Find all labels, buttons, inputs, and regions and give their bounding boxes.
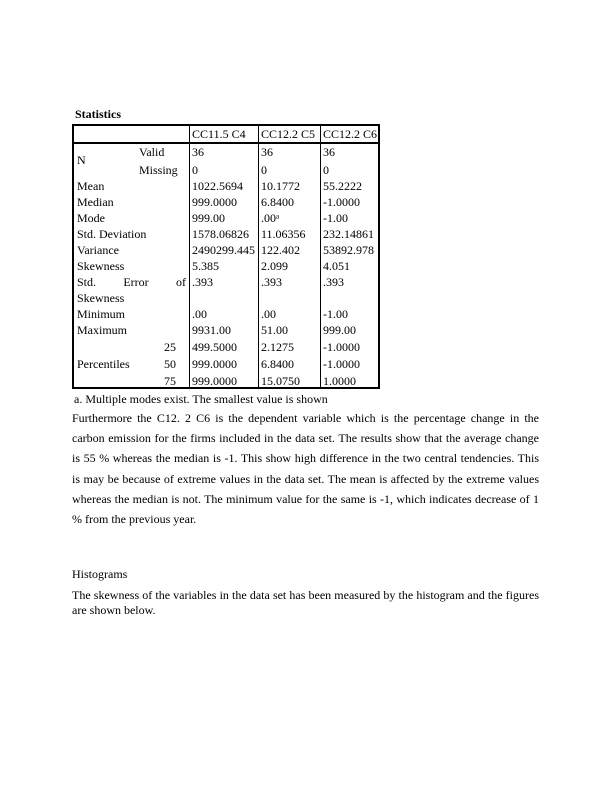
missing-c6: 0 xyxy=(323,163,329,177)
header-cc115-c4: CC11.5 C4 xyxy=(192,127,246,141)
valid-c4: 36 xyxy=(192,145,204,159)
row-label-p50: 50 xyxy=(164,357,176,371)
variance-c5: 122.402 xyxy=(261,243,300,257)
median-c6: -1.0000 xyxy=(323,195,360,209)
header-cc122-c6: CC12.2 C6 xyxy=(323,127,378,141)
minimum-c6: -1.00 xyxy=(323,307,348,321)
maximum-c4: 9931.00 xyxy=(192,323,231,337)
paragraph-skewness: The skewness of the variables in the data set has been measured by the histogram and the figures are shown below. xyxy=(72,588,539,617)
std-error-skewness-c4: .393 xyxy=(192,275,213,289)
row-label-mean: Mean xyxy=(77,179,105,193)
p75-c6: 1.0000 xyxy=(323,374,356,388)
row-label-std-error-of-skewness xyxy=(77,275,186,289)
std-error-word-std: Std. xyxy=(77,275,97,289)
minimum-c5: .00 xyxy=(261,307,276,321)
row-label-mode: Mode xyxy=(77,211,105,225)
row-label-std-deviation: Std. Deviation xyxy=(77,227,147,241)
row-label-n: N xyxy=(77,153,86,167)
p25-c4: 499.5000 xyxy=(192,340,237,354)
row-label-missing: Missing xyxy=(139,163,178,177)
median-c4: 999.0000 xyxy=(192,195,237,209)
valid-c6: 36 xyxy=(323,145,335,159)
row-label-minimum: Minimum xyxy=(77,307,126,321)
p75-c5: 15.0750 xyxy=(261,374,300,388)
std-error-skewness-c5: .393 xyxy=(261,275,282,289)
table-header-rule xyxy=(74,142,378,144)
skewness-c6: 4.051 xyxy=(323,259,350,273)
table-divider-col2 xyxy=(258,126,259,387)
row-label-percentiles: Percentiles xyxy=(77,357,130,371)
row-label-valid: Valid xyxy=(139,145,165,159)
histograms-heading: Histograms xyxy=(72,567,128,581)
mode-c4: 999.00 xyxy=(192,211,225,225)
variance-c6: 53892.978 xyxy=(323,243,374,257)
p75-c4: 999.0000 xyxy=(192,374,237,388)
p25-c6: -1.0000 xyxy=(323,340,360,354)
skewness-c5: 2.099 xyxy=(261,259,288,273)
header-cc122-c5: CC12.2 C5 xyxy=(261,127,316,141)
table-divider-col1 xyxy=(189,126,190,387)
std-deviation-c4: 1578.06826 xyxy=(192,227,249,241)
std-error-word-error: Error xyxy=(123,275,149,289)
missing-c5: 0 xyxy=(261,163,267,177)
std-deviation-c5: 11.06356 xyxy=(261,227,306,241)
paragraph-dependent-variable: Furthermore the C12. 2 C6 is the dependent variable which is the percentage change in the carbon emission for the firms included in the data set. The results show that the average change is 55 % whereas the median is -1. This show high difference in the two central tendencies. This is may be because of extreme values in the data set. The mean is affected by the extreme values whereas the median is not. The minimum value for the same is -1, which indicates decrease of 1 % from the previous year. xyxy=(72,411,539,527)
row-label-p25: 25 xyxy=(164,340,176,354)
mode-c6: -1.00 xyxy=(323,211,348,225)
table-footnote: a. Multiple modes exist. The smallest value is shown xyxy=(74,392,328,406)
minimum-c4: .00 xyxy=(192,307,207,321)
mean-c5: 10.1772 xyxy=(261,179,300,193)
median-c5: 6.8400 xyxy=(261,195,294,209)
row-label-variance: Variance xyxy=(77,243,119,257)
skewness-c4: 5.385 xyxy=(192,259,219,273)
mean-c4: 1022.5694 xyxy=(192,179,243,193)
mode-c5: .00ᵃ xyxy=(261,211,280,225)
row-label-skewness: Skewness xyxy=(77,259,125,273)
valid-c5: 36 xyxy=(261,145,273,159)
row-label-median: Median xyxy=(77,195,114,209)
std-error-skewness-c6: .393 xyxy=(323,275,344,289)
row-label-maximum: Maximum xyxy=(77,323,127,337)
maximum-c5: 51.00 xyxy=(261,323,288,337)
std-deviation-c6: 232.14861 xyxy=(323,227,374,241)
maximum-c6: 999.00 xyxy=(323,323,356,337)
table-divider-col3 xyxy=(320,126,321,387)
p50-c6: -1.0000 xyxy=(323,357,360,371)
variance-c4: 2490299.445 xyxy=(192,243,255,257)
missing-c4: 0 xyxy=(192,163,198,177)
std-error-word-skewness: Skewness xyxy=(77,291,125,305)
std-error-word-of: of xyxy=(176,275,186,289)
mean-c6: 55.2222 xyxy=(323,179,362,193)
p25-c5: 2.1275 xyxy=(261,340,294,354)
row-label-p75: 75 xyxy=(164,374,176,388)
p50-c5: 6.8400 xyxy=(261,357,294,371)
statistics-title: Statistics xyxy=(75,107,121,121)
statistics-table xyxy=(72,124,380,389)
p50-c4: 999.0000 xyxy=(192,357,237,371)
